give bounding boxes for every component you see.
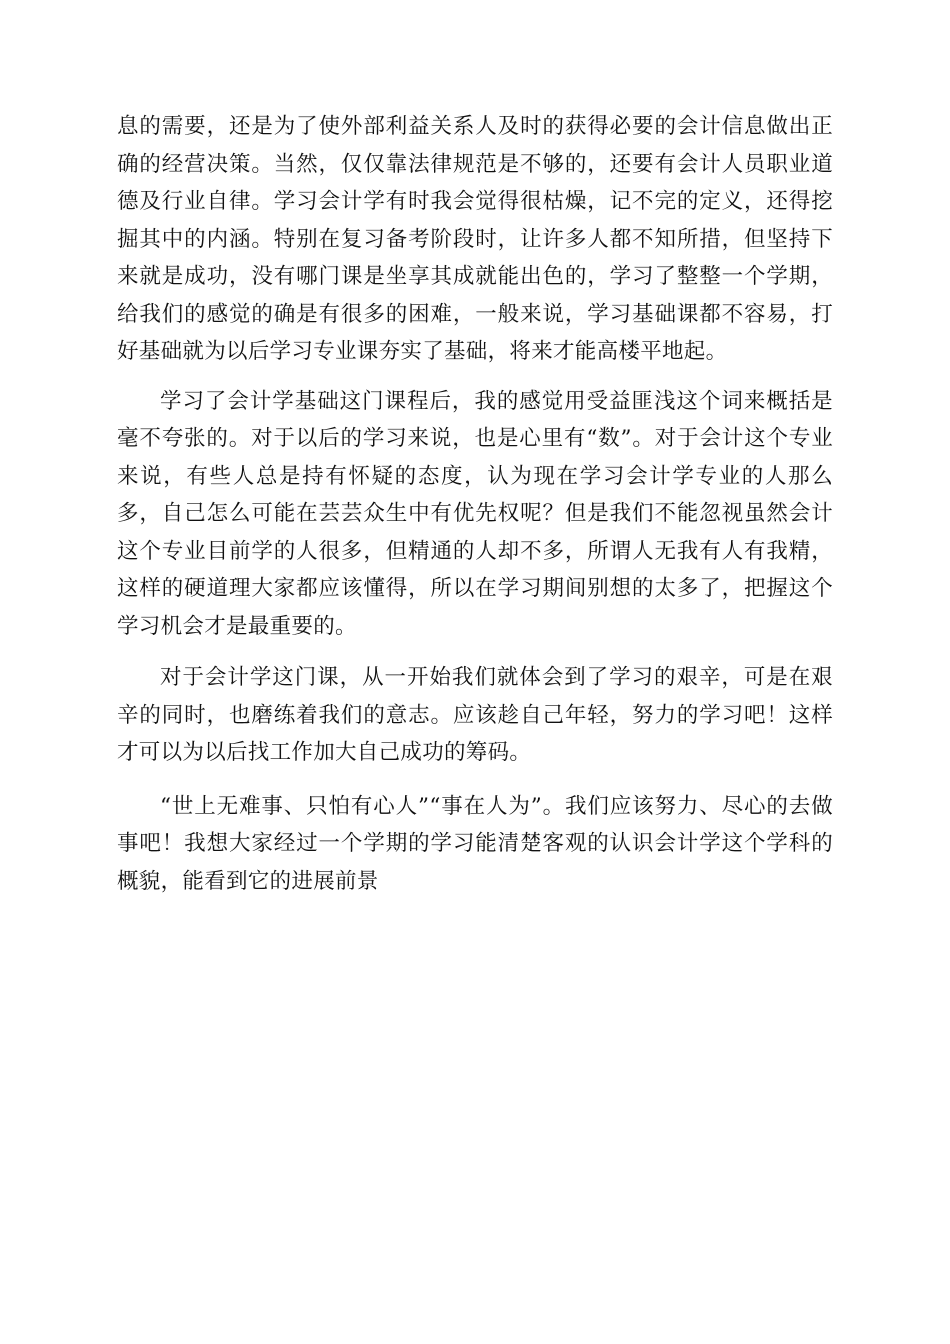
paragraph-4: “世上无难事、只怕有心人”“事在人为”。我们应该努力、尽心的去做事吧！我想大家经过一个学期的学习能清楚客观的认识会计学这个学科的概貌，能看到它的进展前景 (117, 793, 833, 894)
paragraph-2: 学习了会计学基础这门课程后，我的感觉用受益匪浅这个词来概括是毫不夸张的。对于以后的学习来说，也是心里有“数”。对于会计这个专业来说，有些人总是持有怀疑的态度，认为现在学习会计学专业的人那么多，自己怎么可能在芸芸众生中有优先权呢？但是我们不能忽视虽然会计这个专业目前学的人很多，但精通的人却不多，所谓人无我有人有我精，这样的硬道理大家都应该懂得，所以在学习期间别想的太多了，把握这个学习机会才是最重要的。 (117, 388, 833, 639)
paragraph-1: 息的需要，还是为了使外部利益关系人及时的获得必要的会计信息做出正确的经营决策。当然，仅仅靠法律规范是不够的，还要有会计人员职业道德及行业自律。学习会计学有时我会觉得很枯燥，记不完的定义，还得挖掘其中的内涵。特别在复习备考阶段时，让许多人都不知所措，但坚持下来就是成功，没有哪门课是坐享其成就能出色的，学习了整整一个学期，给我们的感觉的确是有很多的困难，一般来说，学习基础课都不容易，打好基础就为以后学习专业课夯实了基础，将来才能高楼平地起。 (117, 114, 833, 364)
document-page (117, 108, 833, 900)
paragraph-3: 对于会计学这门课，从一开始我们就体会到了学习的艰辛，可是在艰辛的同时，也磨练着我们的意志。应该趁自己年轻，努力的学习吧！这样才可以为以后找工作加大自己成功的筹码。 (117, 665, 833, 765)
